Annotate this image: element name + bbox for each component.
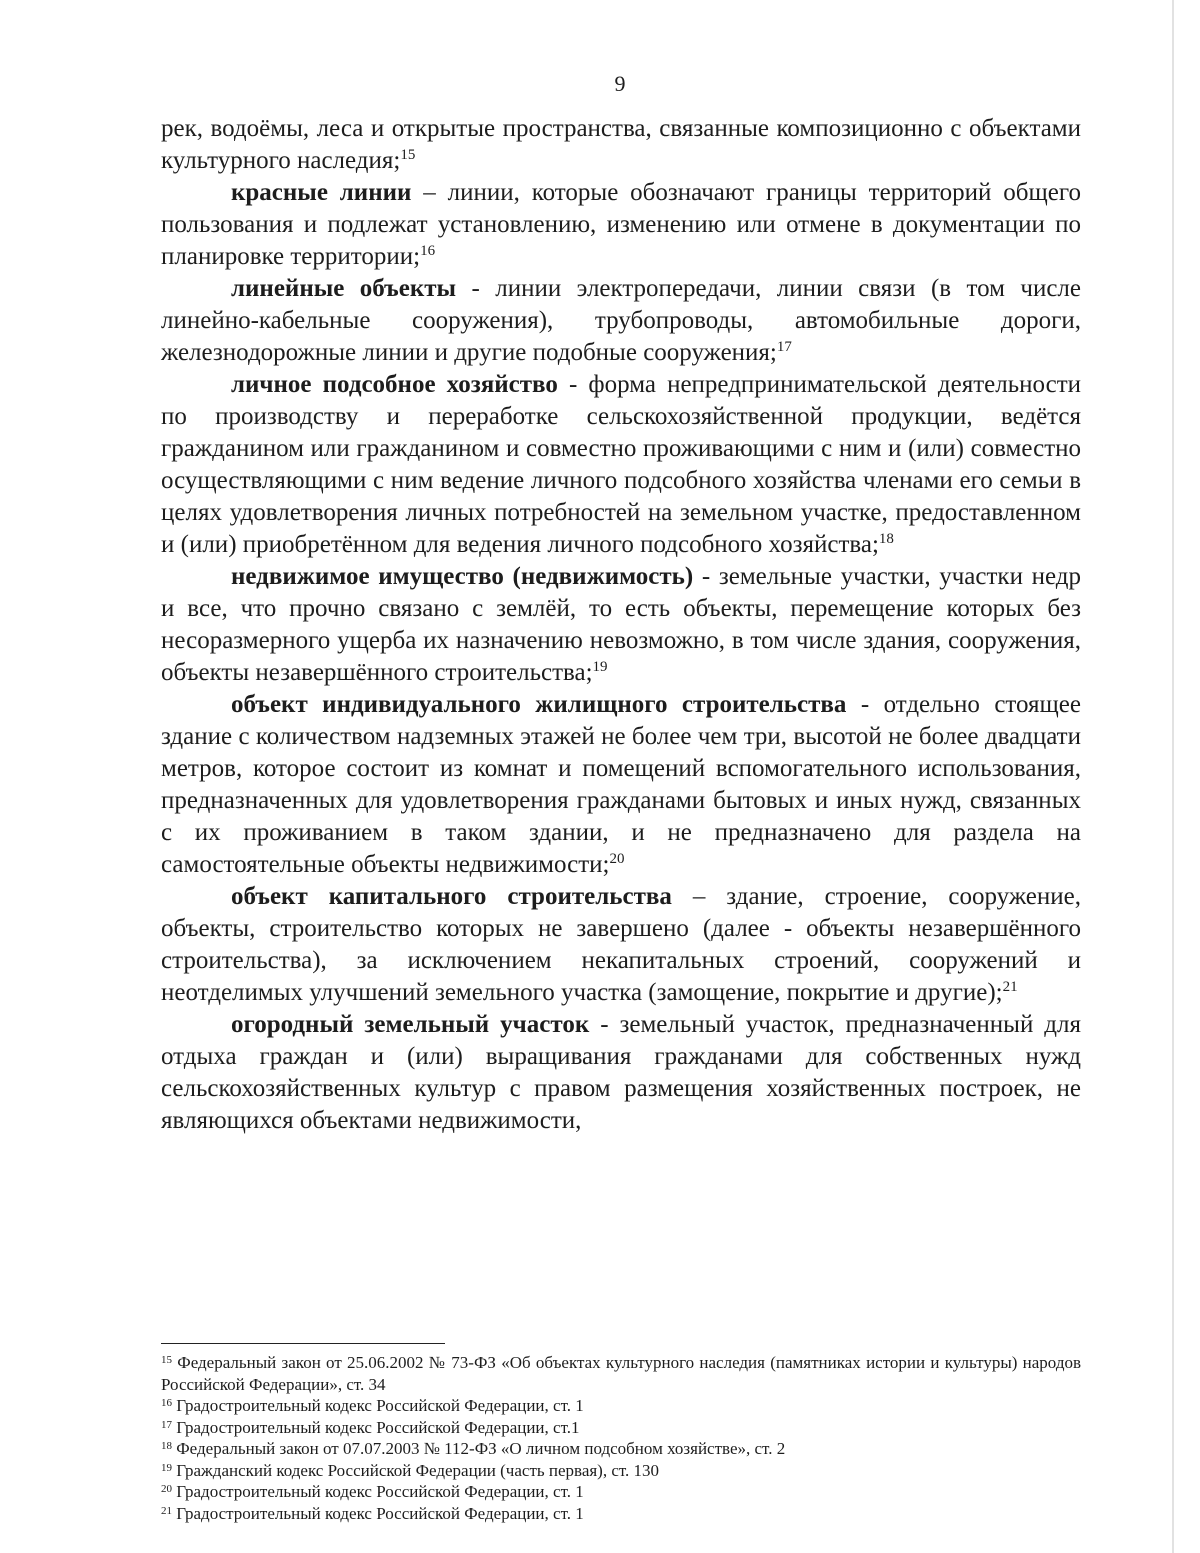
footnote-ref: 18 [878,531,894,547]
footnote-number: 19 [161,1461,172,1474]
footnote-separator [161,1343,445,1344]
footnote [161,1395,1081,1417]
page-number: 9 [614,71,626,96]
footnote [161,1438,1081,1460]
defined-term: огородный земельный участок [231,1011,590,1038]
definition-real-estate [161,561,1081,689]
footnote-ref: 19 [592,659,608,675]
footnote-ref: 21 [1002,979,1018,995]
definition-text: – линии, которые обозначают границы территорий общего пользования и подлежат установлению, изменению или отмене в документации по планировке территории; [161,179,1081,270]
footnote-ref: 15 [400,147,416,163]
footnote-number: 16 [161,1397,172,1409]
footnote-number: 15 [161,1354,172,1366]
paragraph-continuation [161,113,1081,177]
footnote-ref: 16 [420,243,436,259]
footnote-number: 17 [161,1418,172,1431]
definition-individual-housing [161,689,1081,881]
scan-edge-line [1172,0,1174,1553]
body-text [161,113,1081,1137]
definition-personal-farm [161,369,1081,561]
defined-term: объект индивидуального жилищного строительства [231,691,847,718]
definition-linear-objects [161,273,1081,369]
footnote-ref: 20 [609,851,625,867]
footnote [161,1503,1081,1525]
defined-term: личное подсобное хозяйство [231,371,558,398]
definition-text: - форма непредпринимательской деятельности по производству и переработке сельскохозяйственной продукции, ведётся гражданином или гражданином и совместно проживающими с ним и (или) совместно осуществляющими с ним ведение личного подсобного хозяйства членами его семьи в целях удовлетворения личных потребностей на земельном участке, предоставленном и (или) приобретённом для ведения личного подсобного хозяйства; [161,371,1081,558]
defined-term: линейные объекты [231,275,457,302]
footnote-number: 18 [161,1440,172,1452]
footnote [161,1481,1081,1503]
defined-term: недвижимое имущество (недвижимость) [231,563,694,590]
definition-text: - земельные участки, участки недр и все, что прочно связано с землёй, то есть объекты, перемещение которых без несоразмерного ущерба их назначению невозможно, в том числе здания, сооружения, объекты незавершённого строительства; [161,563,1081,686]
paragraph-text: рек, водоёмы, леса и открытые пространства, связанные композиционно с объектами культурного наследия; [161,115,1081,174]
footnote-text: Гражданский кодекс Российской Федерации (часть первая), ст. 130 [172,1460,660,1480]
footnote-text: Градостроительный кодекс Российской Федерации, ст. 1 [172,1396,584,1415]
footnote-text: Градостроительный кодекс Российской Федерации, ст. 1 [172,1482,584,1501]
footnote-number: 21 [161,1504,172,1517]
footnote [161,1352,1081,1395]
footnote [161,1460,1081,1482]
definition-text: – здание, строение, сооружение, объекты, строительство которых не завершено (далее - объекты незавершённого строительства), за исключением некапитальных строений, сооружений и неотделимых улучшений земельного участка (замощение, покрытие и другие); [161,883,1081,1006]
footnote-number: 20 [161,1483,172,1495]
definition-text: - отдельно стоящее здание с количеством надземных этажей не более чем три, высотой не более двадцати метров, которое состоит из комнат и помещений вспомогательного использования, предназначенных для удовлетворения гражданами бытовых и иных нужд, связанных с их проживанием в таком здании, и не предназначено для раздела на самостоятельные объекты недвижимости; [161,691,1081,878]
footnote-text: Градостроительный кодекс Российской Федерации, ст.1 [172,1417,580,1437]
definition-capital-construction [161,881,1081,1009]
footnote [161,1417,1081,1439]
definition-text: - линии электропередачи, линии связи (в том числе линейно-кабельные сооружения), трубопроводы, автомобильные дороги, железнодорожные линии и другие подобные сооружения; [161,275,1081,366]
definition-text: - земельный участок, предназначенный для отдыха граждан и (или) выращивания гражданами для собственных нужд сельскохозяйственных культур с правом размещения хозяйственных построек, не являющихся объектами недвижимости, [161,1011,1082,1134]
footnotes [161,1352,1081,1524]
footnote-text: Федеральный закон от 25.06.2002 № 73-ФЗ «Об объектах культурного наследия (памятниках истории и культуры) народов Российской Федерации», ст. 34 [161,1353,1081,1394]
defined-term: объект капитального строительства [231,883,672,910]
defined-term: красные линии [231,179,412,206]
definition-garden-plot [161,1009,1081,1137]
footnote-text: Федеральный закон от 07.07.2003 № 112-ФЗ «О личном подсобном хозяйстве», ст. 2 [172,1439,786,1458]
definition-red-lines [161,177,1081,273]
footnote-ref: 17 [776,339,792,355]
footnote-text: Градостроительный кодекс Российской Федерации, ст. 1 [172,1503,584,1523]
